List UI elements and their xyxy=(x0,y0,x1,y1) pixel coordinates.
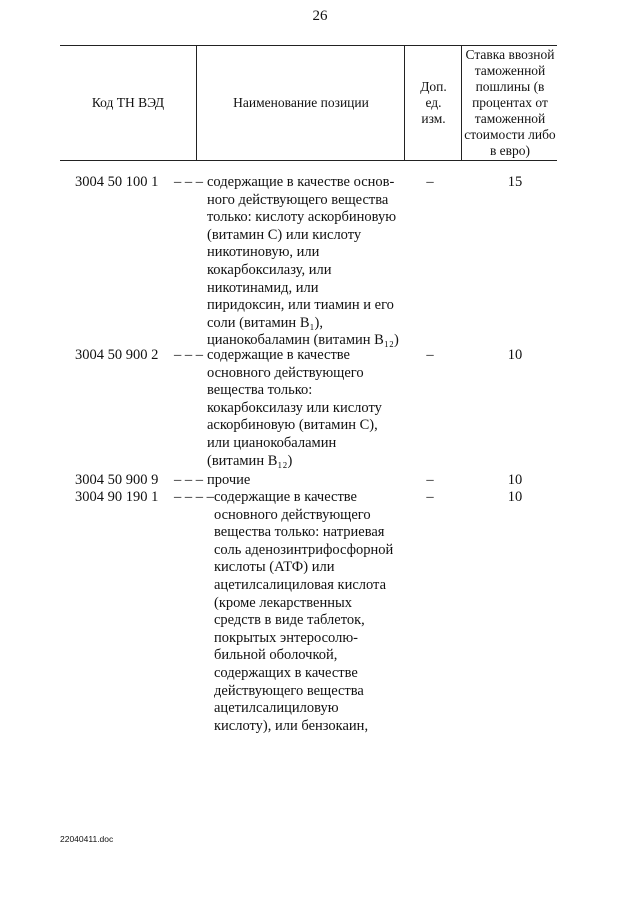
header-code: Код ТН ВЭД xyxy=(91,95,165,110)
row-description: содержащие в качестве основного действующего вещества только: натриевая соль аденозинтрифосфорной кислоты (АТФ) или ацетилсалициловая кислота (кроме лекарственных средств в виде таблеток, покрытых энтеросолю- бильной оболочкой, содержащих в качестве действующего вещества ацетилсалициловую кислоту), или бензокаин, xyxy=(214,489,394,734)
header-unit: Доп. ед. изм. xyxy=(404,46,462,160)
row-description: содержащие в качестве основного действующего вещества только: кокарбоксилазу или кислоту аскорбиновую (витамин С), или цианокобаламин (витамин В₁₂) xyxy=(207,347,382,469)
header-name: Наименование позиции xyxy=(196,46,405,160)
header-rate: Ставка ввозной таможенной пошлины (в процентах от таможенной стоимости либо в евро) xyxy=(461,46,558,160)
row-unit: – xyxy=(426,489,434,505)
row-rate: 10 xyxy=(507,472,523,488)
row-code: 3004 90 190 1 xyxy=(75,489,159,505)
row-unit: – xyxy=(426,174,434,190)
row-dashes: – – – xyxy=(174,174,203,190)
row-rate: 10 xyxy=(507,489,523,505)
row-code: 3004 50 100 1 xyxy=(75,174,159,190)
file-name-footer: 22040411.doc xyxy=(60,834,114,844)
row-code: 3004 50 900 2 xyxy=(75,347,159,363)
row-unit: – xyxy=(426,347,434,363)
row-dashes: – – – – xyxy=(174,489,214,505)
row-description: содержащие в качестве основ- ного действующего вещества только: кислоту аскорбиновую (витамин С) или кислоту никотиновую, или кокарбоксилазу, или никотинамид, или пиридоксин, или тиамин и его соли (витамин В₁), цианокобаламин (витамин В₁₂) xyxy=(207,174,399,349)
row-rate: 15 xyxy=(507,174,523,190)
row-dashes: – – – xyxy=(174,472,203,488)
row-unit: – xyxy=(426,472,434,488)
row-dashes: – – – xyxy=(174,347,203,363)
row-code: 3004 50 900 9 xyxy=(75,472,159,488)
row-description: прочие xyxy=(207,472,251,488)
table-header xyxy=(60,45,557,161)
row-rate: 10 xyxy=(507,347,523,363)
page-number: 26 xyxy=(312,8,328,24)
